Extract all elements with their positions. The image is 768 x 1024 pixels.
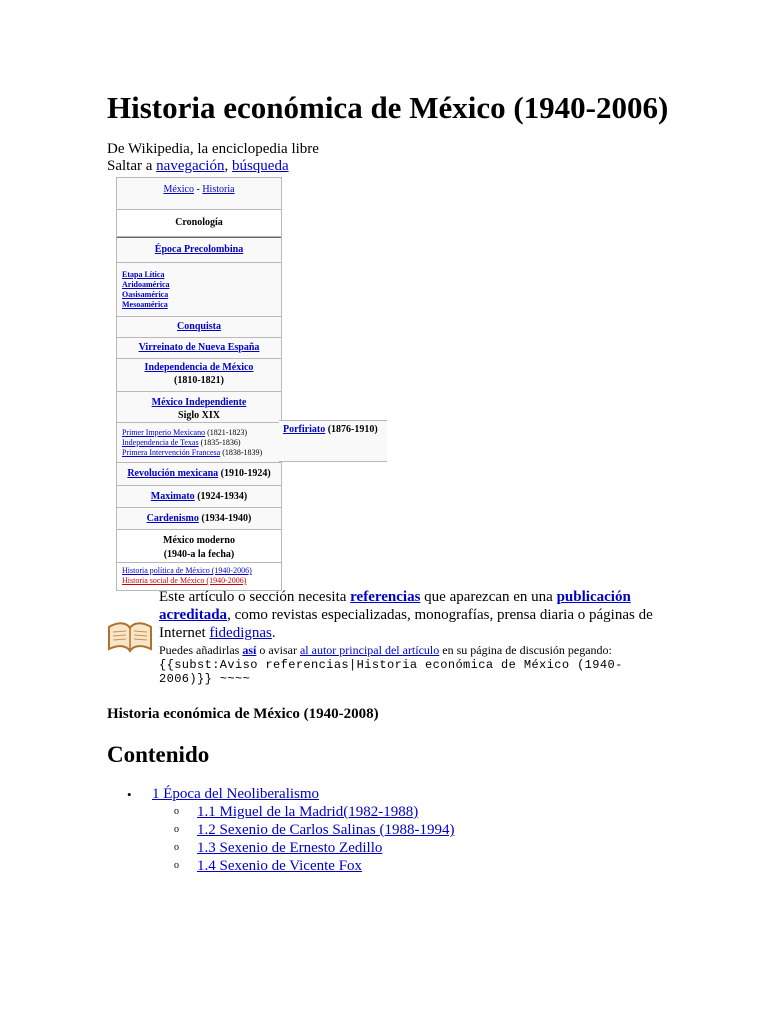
pre-item-aridoamerica[interactable]: Aridoamérica [122, 280, 170, 289]
notice-text-3: , como revistas especializadas, monografías, prensa diaria o páginas de Internet [159, 607, 653, 641]
mexico-independiente-row [117, 392, 281, 423]
page-subtitle-block [107, 141, 319, 175]
notice-small-2: o avisar [256, 643, 300, 657]
xix-item-intervencion-link[interactable]: Primera Intervención Francesa [122, 448, 221, 457]
notice-code: {{subst:Aviso referencias|Historia económica de México (1940-2006)}} ~~~~ [159, 658, 623, 686]
autor-link[interactable]: al autor principal del artículo [299, 643, 440, 657]
independencia-dates: (1810-1821) [174, 375, 224, 386]
xix-item-intervencion [122, 448, 281, 458]
porfiriato-row [279, 421, 387, 435]
pre-item-mesoamerica[interactable]: Mesoamérica [122, 300, 168, 309]
page-title: Historia económica de México (1940-2006) [107, 90, 669, 125]
toc-heading: Contenido [107, 742, 210, 767]
toc-link-1-4[interactable]: 1.4 Sexenio de Vicente Fox [197, 858, 363, 874]
jump-links [107, 158, 319, 175]
cardenismo-row [117, 508, 281, 530]
porfiriato-box [279, 420, 387, 462]
notice-small-3: en su página de discusión pegando: [439, 643, 612, 657]
pre-item-oasisamerica[interactable]: Oasisamérica [122, 290, 169, 299]
maximato-row [117, 486, 281, 508]
notice-small-1: Puedes añadirlas [159, 643, 243, 657]
virreinato-row [117, 338, 281, 359]
pre-item-etapa-litica[interactable]: Etapa Lítica [122, 270, 165, 279]
toc-bullet: • [127, 787, 132, 802]
notice-instructions [159, 642, 664, 658]
asi-link[interactable]: así [242, 643, 257, 657]
jump-to-label: Saltar a [107, 158, 153, 174]
notice-text-1: Este artículo o sección necesita [159, 589, 351, 605]
notice-text-4: . [271, 625, 276, 641]
toc-link-1[interactable]: 1 Época del Neoliberalismo [152, 786, 320, 802]
conquista-row [117, 317, 281, 338]
jump-search-link[interactable]: búsqueda [231, 158, 289, 174]
virreinato-link[interactable]: Virreinato de Nueva España [138, 342, 260, 353]
politica-link[interactable]: Historia política de México (1940-2006) [122, 566, 252, 575]
moderno-dates: (1940-a la fecha) [163, 549, 235, 560]
cardenismo-link[interactable]: Cardenismo [146, 513, 199, 524]
jump-navigation-link[interactable]: navegación [156, 158, 225, 174]
toc-link-1-1[interactable]: 1.1 Miguel de la Madrid(1982-1988) [197, 804, 419, 820]
xix-item-texas-dates: (1835-1836) [200, 438, 241, 447]
xix-item-texas-link[interactable]: Independencia de Texas [122, 438, 199, 447]
mexico-link[interactable]: México [163, 184, 194, 195]
book-icon [105, 615, 155, 662]
maximato-link[interactable]: Maximato [150, 491, 195, 502]
moderno-items [117, 563, 281, 590]
precolombina-link[interactable]: Época Precolombina [154, 244, 244, 255]
porfiriato-dates: (1876-1910) [327, 424, 378, 435]
toc-link-1-3[interactable]: 1.3 Sexenio de Ernesto Zedillo [197, 840, 383, 856]
toc-subbullet: o [174, 860, 179, 871]
siglo-xix-items [117, 423, 281, 463]
social-link[interactable]: Historia social de México (1940-2006) [122, 576, 247, 585]
maximato-dates: (1924-1934) [197, 491, 248, 502]
toc-subbullet: o [174, 806, 179, 817]
revolucion-link[interactable]: Revolución mexicana [127, 468, 219, 479]
revolucion-row [117, 463, 281, 486]
cardenismo-dates: (1934-1940) [201, 513, 252, 524]
moderno-label: México moderno [163, 535, 235, 546]
siglo-xix-label: Siglo XIX [178, 410, 220, 421]
toc-subbullet: o [174, 842, 179, 853]
mexico-independiente-link[interactable]: México Independiente [151, 397, 247, 408]
cronologia-heading [117, 210, 281, 237]
porfiriato-link[interactable]: Porfiriato [283, 424, 326, 435]
xix-item-primer-imperio-link[interactable]: Primer Imperio Mexicano [122, 428, 206, 437]
referencias-link[interactable]: referencias [350, 589, 421, 605]
jump-separator: , [224, 158, 229, 174]
moderno-heading [117, 530, 281, 563]
notice-main-text [159, 588, 664, 642]
history-navbox [116, 177, 282, 591]
notice-text-2: que aparezcan en una [420, 589, 557, 605]
navbox-header [117, 178, 281, 210]
from-wikipedia: De Wikipedia, la enciclopedia libre [107, 141, 319, 157]
xix-item-intervencion-dates: (1838-1839) [222, 448, 263, 457]
independencia-row [117, 359, 281, 392]
historia-link[interactable]: Historia [202, 184, 235, 195]
conquista-link[interactable]: Conquista [177, 321, 221, 332]
precolombina-items [117, 263, 281, 317]
xix-item-primer-imperio-dates: (1821-1823) [207, 428, 248, 437]
toc-link-1-2[interactable]: 1.2 Sexenio de Carlos Salinas (1988-1994) [197, 822, 455, 838]
revolucion-dates: (1910-1924) [220, 468, 271, 479]
xix-item-primer-imperio [122, 428, 281, 438]
precolombina-row [117, 237, 281, 263]
header-separator: - [193, 184, 203, 195]
section-subtitle: Historia económica de México (1940-2008) [107, 706, 379, 722]
fidedignas-link[interactable]: fidedignas [209, 625, 272, 641]
toc-subbullet: o [174, 824, 179, 835]
references-notice [159, 588, 664, 686]
publicacion-link[interactable]: publicación acreditada [159, 589, 631, 623]
cronologia-label: Cronología [175, 217, 223, 228]
xix-item-texas [122, 438, 281, 448]
independencia-link[interactable]: Independencia de México [144, 362, 254, 373]
